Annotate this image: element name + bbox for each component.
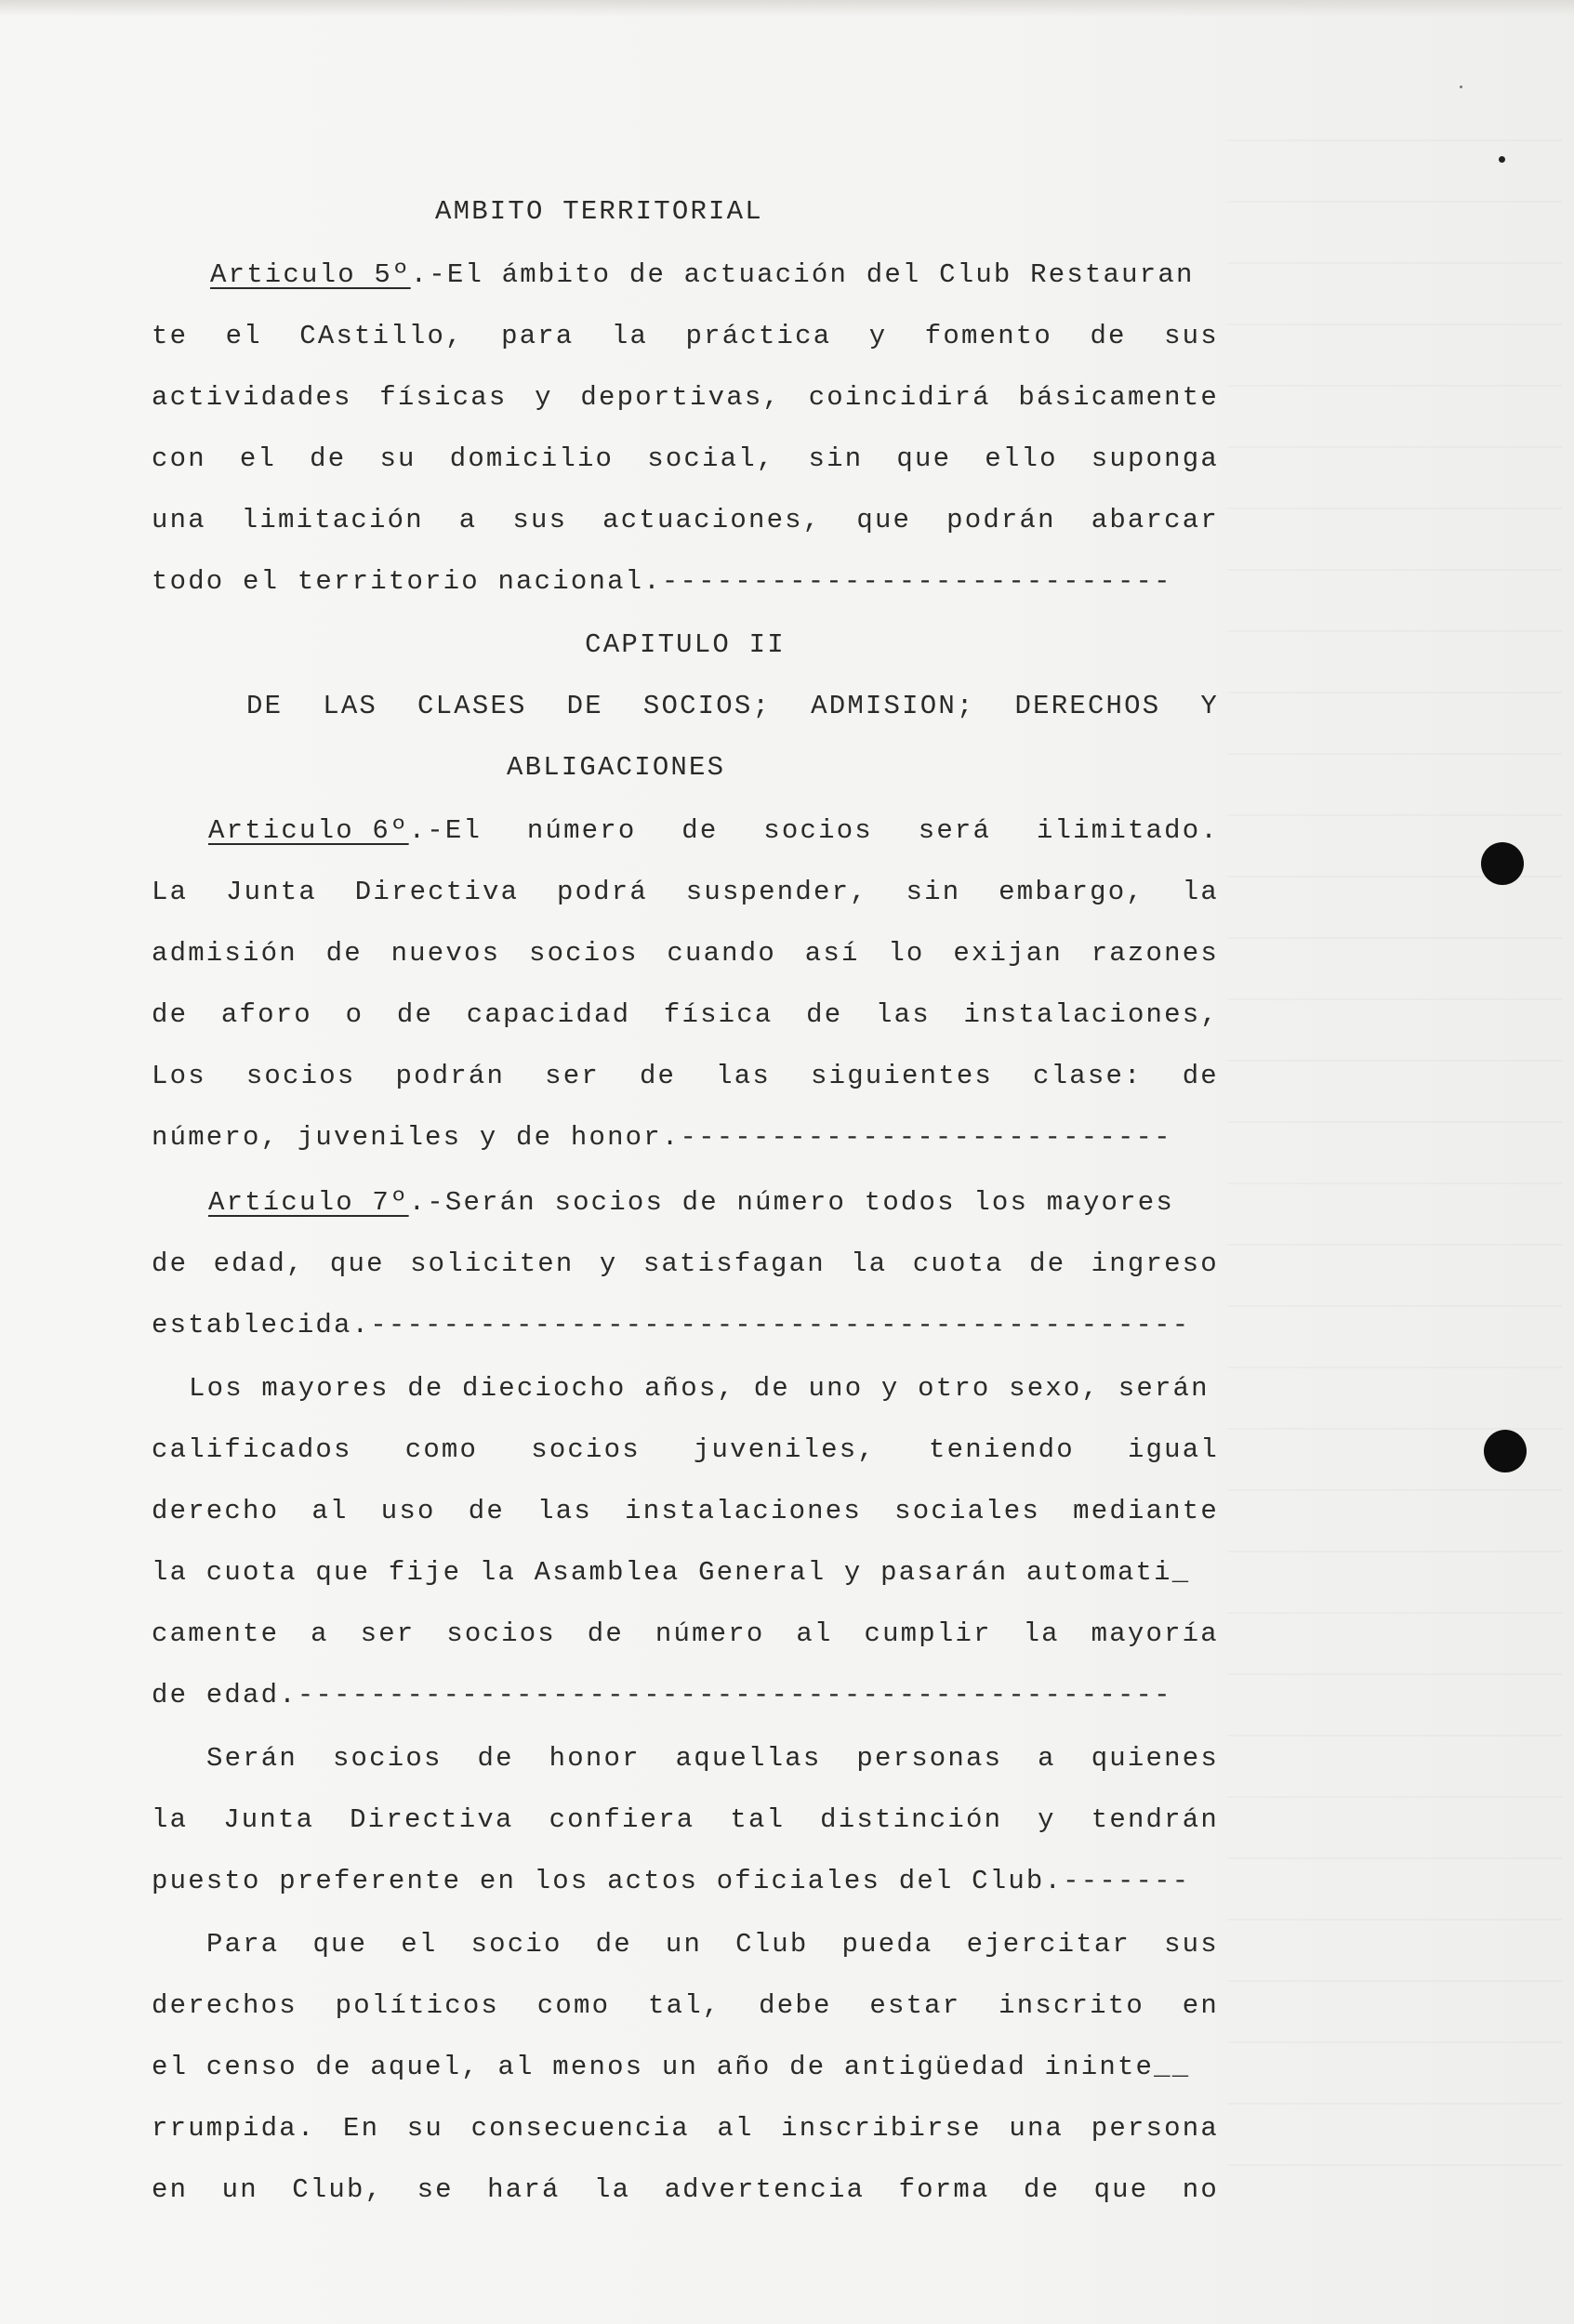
word: siguientes: [811, 1061, 994, 1091]
punch-hole-bottom: [1484, 1430, 1527, 1472]
word: inscrito: [999, 1990, 1144, 2021]
word: La: [152, 877, 189, 907]
word: de: [310, 443, 347, 474]
word: Serán: [206, 1743, 298, 1774]
word: su: [406, 2113, 443, 2144]
honor-line-3: puesto preferente en los actos oficiales del Club.-------: [152, 1866, 1191, 1896]
word: inscribirse: [781, 2113, 982, 2144]
art5-line-1: [210, 257, 1219, 294]
art6-line-1: [208, 812, 1219, 850]
scan-top-edge: [0, 0, 1574, 17]
word: ser: [545, 1061, 600, 1091]
word: de: [1090, 321, 1127, 351]
section-heading: AMBITO TERRITORIAL: [435, 196, 763, 227]
word: una: [1009, 2113, 1065, 2144]
word: capacidad: [466, 999, 631, 1030]
art6-word-1: número: [526, 815, 637, 846]
word: Junta: [225, 877, 317, 907]
word: honor: [549, 1743, 641, 1774]
word: socios: [528, 938, 639, 969]
word: que: [329, 1248, 385, 1279]
word: que: [312, 1929, 368, 1960]
word: políticos: [335, 1990, 500, 2021]
art7-line-3: establecida.---------------------------------------------: [152, 1310, 1191, 1340]
word: Y: [1200, 691, 1219, 721]
word: CAstillo,: [299, 321, 464, 351]
word: satisfagan: [642, 1248, 826, 1279]
word: sus: [512, 505, 568, 535]
word: físicas: [379, 382, 508, 413]
word: LAS: [323, 691, 378, 721]
word: actuaciones,: [602, 505, 822, 535]
word: pueda: [841, 1929, 933, 1960]
politicos-line-3: el censo de aquel, al menos un año de antigüedad ininte__: [152, 2052, 1191, 2082]
word: al: [311, 1496, 349, 1526]
word: la: [611, 321, 649, 351]
word: ello: [985, 443, 1058, 474]
word: de: [1182, 1061, 1219, 1091]
word: de: [806, 999, 843, 1030]
word: razones: [1091, 938, 1219, 969]
word: exijan: [953, 938, 1063, 969]
art5-text: .-El ámbito de actuación del Club Restauran: [410, 259, 1195, 290]
word: las: [716, 1061, 771, 1091]
art6-label: Articulo 6º: [208, 815, 409, 846]
word: de: [595, 1929, 632, 1960]
reverse-side-bleed: [1227, 139, 1562, 2185]
word: forma: [898, 2174, 990, 2205]
word: cumplir: [864, 1618, 992, 1649]
word: podrán: [395, 1061, 506, 1091]
word: tal: [730, 1804, 786, 1835]
word: nuevos: [390, 938, 501, 969]
word: socios: [245, 1061, 356, 1091]
word: o: [345, 999, 364, 1030]
word: para: [501, 321, 575, 351]
word: física: [663, 999, 774, 1030]
word: SOCIOS;: [642, 691, 772, 721]
word: rrumpida.: [152, 2113, 316, 2144]
juveniles-line-5: [152, 1616, 1219, 1653]
art6-line-6: número, juveniles y de honor.---------------------------: [152, 1122, 1172, 1153]
word: social,: [647, 443, 775, 474]
word: DE: [246, 691, 284, 721]
word: como: [404, 1434, 479, 1465]
word: que: [856, 505, 912, 535]
word: y: [599, 1248, 618, 1279]
word: deportivas,: [580, 382, 782, 413]
art6-line-5: [152, 1058, 1219, 1095]
word: Club: [735, 1929, 809, 1960]
word: de: [152, 999, 189, 1030]
art6-word-3: socios: [763, 815, 873, 846]
word: podrán: [946, 505, 1056, 535]
word: sus: [1164, 321, 1219, 351]
word: Directiva: [350, 1804, 514, 1835]
word: sin: [808, 443, 864, 474]
word: fomento: [924, 321, 1053, 351]
word: distinción: [820, 1804, 1003, 1835]
word: de: [477, 1743, 514, 1774]
word: el: [401, 1929, 438, 1960]
word: sin: [906, 877, 961, 907]
word: coincidirá: [808, 382, 991, 413]
word: cuando: [667, 938, 776, 969]
word: ser: [360, 1618, 416, 1649]
art6-word-2: de: [681, 815, 719, 846]
word: te: [152, 321, 189, 351]
word: soliciten: [410, 1248, 575, 1279]
word: a: [311, 1618, 329, 1649]
word: podrá: [556, 877, 648, 907]
chapter-title-line-2: ABLIGACIONES: [507, 752, 726, 783]
word: en: [1182, 1990, 1219, 2021]
word: de: [1023, 2174, 1061, 2205]
politicos-line-2: [152, 1987, 1219, 2025]
word: de: [396, 999, 434, 1030]
word: mediante: [1073, 1496, 1219, 1526]
word: camente: [152, 1618, 280, 1649]
word: aforo: [220, 999, 312, 1030]
art5-line-2: [152, 318, 1219, 355]
word: estar: [869, 1990, 961, 2021]
art7-text: .-Serán socios de número todos los mayores: [408, 1187, 1174, 1218]
word: admisión: [152, 938, 298, 969]
art6-line-3: [152, 935, 1219, 972]
word: CLASES: [417, 691, 527, 721]
word: de: [152, 1248, 189, 1279]
word: que: [1093, 2174, 1149, 2205]
word: abarcar: [1091, 505, 1219, 535]
word: a: [1038, 1743, 1056, 1774]
word: limitación: [241, 505, 424, 535]
art5-label: Articulo 5º: [210, 259, 411, 290]
word: un: [665, 1929, 703, 1960]
politicos-line-5: [152, 2172, 1219, 2209]
politicos-line-4: [152, 2110, 1219, 2147]
word: lo: [888, 938, 925, 969]
word: derecho: [152, 1496, 280, 1526]
word: actividades: [152, 382, 352, 413]
word: quienes: [1091, 1743, 1219, 1774]
word: la: [152, 1804, 189, 1835]
word: hará: [487, 2174, 561, 2205]
word: ADMISION;: [811, 691, 975, 721]
word: se: [417, 2174, 454, 2205]
word: en: [152, 2174, 189, 2205]
word: la: [1023, 1618, 1060, 1649]
word: con: [152, 443, 206, 474]
word: y: [1038, 1804, 1056, 1835]
word: domicilio: [449, 443, 615, 474]
word: las: [876, 999, 931, 1030]
word: personas: [856, 1743, 1003, 1774]
word: suspender,: [685, 877, 868, 907]
word: de: [639, 1061, 677, 1091]
word: calificados: [152, 1434, 352, 1465]
ink-speck: [1460, 86, 1462, 88]
word: sus: [1164, 1929, 1219, 1960]
word: consecuencia: [470, 2113, 690, 2144]
word: de: [325, 938, 363, 969]
honor-line-1: [206, 1740, 1219, 1777]
art6-word-0: .-El: [408, 815, 483, 846]
word: instalaciones,: [963, 999, 1219, 1030]
word: clase:: [1033, 1061, 1143, 1091]
word: de: [468, 1496, 505, 1526]
word: tal,: [647, 1990, 721, 2021]
art5-line-3: [152, 379, 1219, 416]
juveniles-line-2: [152, 1432, 1219, 1469]
word: cuota: [912, 1248, 1004, 1279]
ink-speck: [1499, 156, 1505, 163]
art6-first: [208, 812, 482, 850]
word: una: [152, 505, 206, 535]
art6-line-4: [152, 997, 1219, 1034]
word: DE: [566, 691, 603, 721]
word: práctica: [685, 321, 832, 351]
word: ejercitar: [966, 1929, 1131, 1960]
art5-line-5: [152, 502, 1219, 539]
word: ingreso: [1091, 1248, 1219, 1279]
word: no: [1182, 2174, 1219, 2205]
word: a: [458, 505, 478, 535]
word: básicamente: [1018, 382, 1219, 413]
word: así: [804, 938, 860, 969]
word: como: [536, 1990, 611, 2021]
word: socios: [332, 1743, 443, 1774]
art5-line-6: todo el territorio nacional.----------------------------: [152, 566, 1172, 597]
word: número: [655, 1618, 765, 1649]
word: aquellas: [675, 1743, 822, 1774]
politicos-line-1: [206, 1926, 1219, 1963]
juveniles-line-3: [152, 1493, 1219, 1530]
word: instalaciones: [625, 1496, 862, 1526]
word: Los: [152, 1061, 206, 1091]
art7-line-1: [208, 1184, 1219, 1221]
art6-line-2: [152, 874, 1219, 911]
word: el: [225, 321, 262, 351]
word: DERECHOS: [1014, 691, 1161, 721]
word: la: [851, 1248, 888, 1279]
word: Junta: [223, 1804, 315, 1835]
juveniles-line-6: de edad.------------------------------------------------: [152, 1680, 1172, 1710]
word: tendrán: [1091, 1804, 1219, 1835]
word: y: [535, 382, 553, 413]
word: Directiva: [354, 877, 520, 907]
word: sociales: [894, 1496, 1040, 1526]
word: de: [1029, 1248, 1066, 1279]
juveniles-line-4: la cuota que fije la Asamblea General y pasarán automati_: [152, 1557, 1191, 1588]
art7-line-2: [152, 1246, 1219, 1283]
word: embargo,: [999, 877, 1144, 907]
word: debe: [759, 1990, 832, 2021]
chapter-title-line-1: [246, 688, 1219, 725]
word: Club,: [292, 2174, 384, 2205]
word: derechos: [152, 1990, 298, 2021]
chapter-number: CAPITULO II: [585, 629, 786, 660]
word: el: [239, 443, 277, 474]
word: igual: [1127, 1434, 1219, 1465]
word: Para: [206, 1929, 280, 1960]
word: un: [221, 2174, 258, 2205]
word: de: [587, 1618, 624, 1649]
word: socios: [446, 1618, 556, 1649]
word: la: [593, 2174, 631, 2205]
word: En: [343, 2113, 380, 2144]
word: suponga: [1091, 443, 1219, 474]
word: uso: [380, 1496, 436, 1526]
word: que: [896, 443, 952, 474]
word: la: [1182, 877, 1219, 907]
word: teniendo: [929, 1434, 1075, 1465]
word: al: [796, 1618, 833, 1649]
word: socio: [470, 1929, 562, 1960]
art5-line-4: [152, 441, 1219, 478]
word: y: [868, 321, 888, 351]
art7-label: Artículo 7º: [208, 1187, 409, 1218]
word: socios: [531, 1434, 641, 1465]
word: su: [379, 443, 417, 474]
word: mayoría: [1091, 1618, 1219, 1649]
juveniles-line-1: Los mayores de dieciocho años, de uno y otro sexo, serán: [189, 1373, 1210, 1404]
punch-hole-top: [1481, 842, 1524, 885]
word: persona: [1091, 2113, 1219, 2144]
word: confiera: [549, 1804, 695, 1835]
art6-word-4: será: [918, 815, 992, 846]
word: al: [717, 2113, 754, 2144]
word: las: [537, 1496, 592, 1526]
word: edad,: [213, 1248, 305, 1279]
honor-line-2: [152, 1802, 1219, 1839]
word: advertencia: [664, 2174, 866, 2205]
art6-word-5: ilimitado.: [1036, 815, 1219, 846]
word: juveniles,: [693, 1434, 876, 1465]
